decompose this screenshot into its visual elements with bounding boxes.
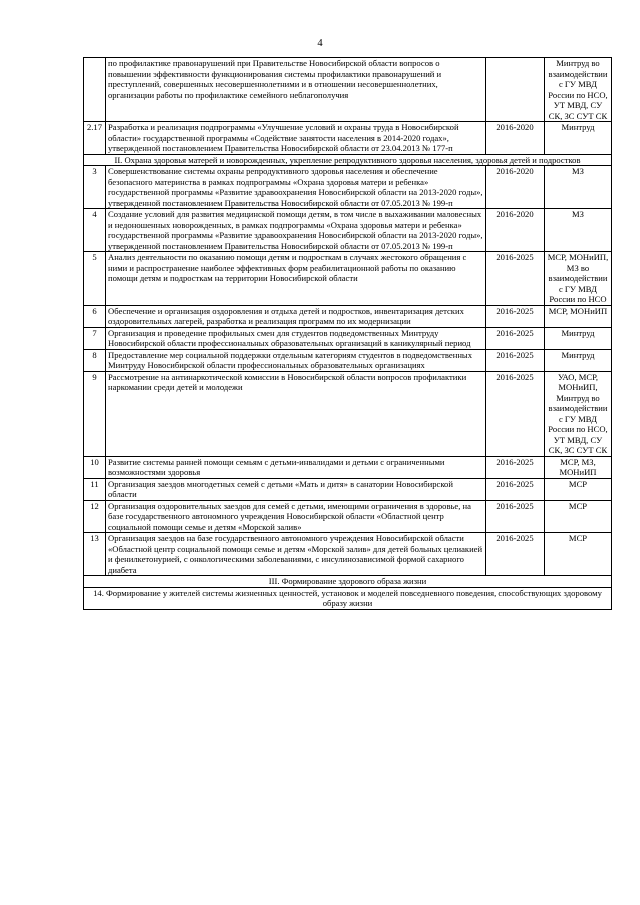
- row-number: 3: [84, 166, 106, 209]
- period-cell: 2016-2020: [486, 209, 545, 252]
- plan-table-body: [84, 58, 612, 610]
- table-row: [84, 166, 612, 209]
- executor-cell: УАО, МСР, МОНиИП, Минтруд во взаимодействии с ГУ МВД России по НСО, УТ МВД, СУ СК, ЗС СУТ СК: [545, 371, 612, 456]
- section-heading: II. Охрана здоровья матерей и новорожденных, укрепление репродуктивного здоровья населения, здоровья детей и подростков: [84, 154, 612, 166]
- row-number: 9: [84, 371, 106, 456]
- period-cell: 2016-2025: [486, 456, 545, 478]
- period-cell: [486, 58, 545, 122]
- table-row: [84, 500, 612, 533]
- table-row: [84, 209, 612, 252]
- measure-text: Совершенствование системы охраны репродуктивного здоровья населения и обеспечение безопасного материнства в рамках подпрограммы «Охрана здоровья матери и ребенка» государственной программы «Развитие здравоохранения Новосибирской области на 2013-2020 годы», утвержденной постановлением Правительства Новосибирской области от 07.05.2013 № 199-п: [106, 166, 486, 209]
- plan-table: [83, 57, 612, 610]
- section-heading: 14. Формирование у жителей системы жизненных ценностей, установок и моделей повседневного поведения, способствующих здоровому образу жизни: [84, 587, 612, 609]
- measure-text: Создание условий для развития медицинской помощи детям, в том числе в выхаживании маловесных и недоношенных новорожденных, в рамках подпрограммы «Охрана здоровья матери и ребенка» государственной программы «Развитие здравоохранения Новосибирской области на 2013-2020 годы», утвержденной постановлением Правительства Новосибирской области от 07.05.2013 № 199-п: [106, 209, 486, 252]
- measure-text: Рассмотрение на антинаркотической комиссии в Новосибирской области вопросов профилактики наркомании среди детей и молодежи: [106, 371, 486, 456]
- table-row: [84, 252, 612, 306]
- measure-text: Организация заездов многодетных семей с детьми «Мать и дитя» в санатории Новосибирской области: [106, 478, 486, 500]
- period-cell: 2016-2025: [486, 252, 545, 306]
- period-cell: 2016-2025: [486, 349, 545, 371]
- table-row: [84, 349, 612, 371]
- table-row: [84, 533, 612, 576]
- row-number: 13: [84, 533, 106, 576]
- executor-cell: МЗ: [545, 166, 612, 209]
- row-number: 7: [84, 327, 106, 349]
- row-number: 8: [84, 349, 106, 371]
- row-number: 6: [84, 305, 106, 327]
- period-cell: 2016-2025: [486, 500, 545, 533]
- executor-cell: Минтруд: [545, 327, 612, 349]
- executor-cell: МСР: [545, 500, 612, 533]
- period-cell: 2016-2025: [486, 327, 545, 349]
- executor-cell: Минтруд: [545, 349, 612, 371]
- executor-cell: Минтруд: [545, 122, 612, 155]
- measure-text: Организация заездов на базе государственного автономного учреждения Новосибирской области «Областной центр социальной помощи семье и детям «Морской залив» для детей больных целиакией и фенилкетонурией, с онкологическими заболеваниями, с инсулинозависимой формой сахарного диабета: [106, 533, 486, 576]
- measure-text: Организация и проведение профильных смен для студентов подведомственных Минтруду Новосибирской области профессиональных образовательных организаций в каникулярный период: [106, 327, 486, 349]
- executor-cell: МСР, МЗ, МОНиИП: [545, 456, 612, 478]
- measure-text: Предоставление мер социальной поддержки отдельным категориям студентов в подведомственных Минтруду Новосибирской области профессиональных образовательных организациях: [106, 349, 486, 371]
- table-row: [84, 371, 612, 456]
- table-row: [84, 122, 612, 155]
- row-number: 4: [84, 209, 106, 252]
- measure-text: Организация оздоровительных заездов для семей с детьми, имеющими ограничения в здоровье, на базе государственного автономного учреждения Новосибирской области «Областной центр социальной помощи семье и детям «Морской залив»: [106, 500, 486, 533]
- period-cell: 2016-2025: [486, 478, 545, 500]
- period-cell: 2016-2025: [486, 371, 545, 456]
- row-number: 10: [84, 456, 106, 478]
- period-cell: 2016-2025: [486, 533, 545, 576]
- section-row: [84, 587, 612, 609]
- period-cell: 2016-2020: [486, 122, 545, 155]
- measure-text: Анализ деятельности по оказанию помощи детям и подросткам в случаях жестокого обращения с ними и распространение наиболее эффективных форм реабилитационной работы по оказанию помощи детям и подросткам на территории Новосибирской области: [106, 252, 486, 306]
- executor-cell: МСР, МОНиИП, МЗ во взаимодействии с ГУ МВД России по НСО: [545, 252, 612, 306]
- executor-cell: МЗ: [545, 209, 612, 252]
- measure-text: по профилактике правонарушений при Правительстве Новосибирской области вопросов о повышении эффективности функционирования системы профилактики правонарушений и преступлений, совершенных несовершеннолетними и в отношении несовершеннолетних, организации работы по профилактике семейного неблагополучия: [106, 58, 486, 122]
- measure-text: Развитие системы ранней помощи семьям с детьми-инвалидами и детьми с ограниченными возможностями здоровья: [106, 456, 486, 478]
- row-number: 11: [84, 478, 106, 500]
- row-number: [84, 58, 106, 122]
- table-row: [84, 478, 612, 500]
- executor-cell: Минтруд во взаимодействии с ГУ МВД России по НСО, УТ МВД, СУ СК, ЗС СУТ СК: [545, 58, 612, 122]
- table-row: [84, 305, 612, 327]
- row-number: 12: [84, 500, 106, 533]
- table-row: [84, 456, 612, 478]
- section-row: [84, 576, 612, 588]
- executor-cell: МСР, МОНиИП: [545, 305, 612, 327]
- row-number: 5: [84, 252, 106, 306]
- row-number: 2.17: [84, 122, 106, 155]
- measure-text: Разработка и реализация подпрограммы «Улучшение условий и охраны труда в Новосибирской области» государственной программы «Содействие занятости населения в 2014-2020 годах», утвержденной постановлением Правительства Новосибирской области от 23.04.2013 № 177-п: [106, 122, 486, 155]
- section-heading: III. Формирование здорового образа жизни: [84, 576, 612, 588]
- section-row: [84, 154, 612, 166]
- period-cell: 2016-2025: [486, 305, 545, 327]
- period-cell: 2016-2020: [486, 166, 545, 209]
- measure-text: Обеспечение и организация оздоровления и отдыха детей и подростков, инвентаризация детских оздоровительных лагерей, разработка и реализация программ по их модернизации: [106, 305, 486, 327]
- table-row: [84, 327, 612, 349]
- page-number: 4: [317, 38, 323, 49]
- table-row: [84, 58, 612, 122]
- executor-cell: МСР: [545, 478, 612, 500]
- executor-cell: МСР: [545, 533, 612, 576]
